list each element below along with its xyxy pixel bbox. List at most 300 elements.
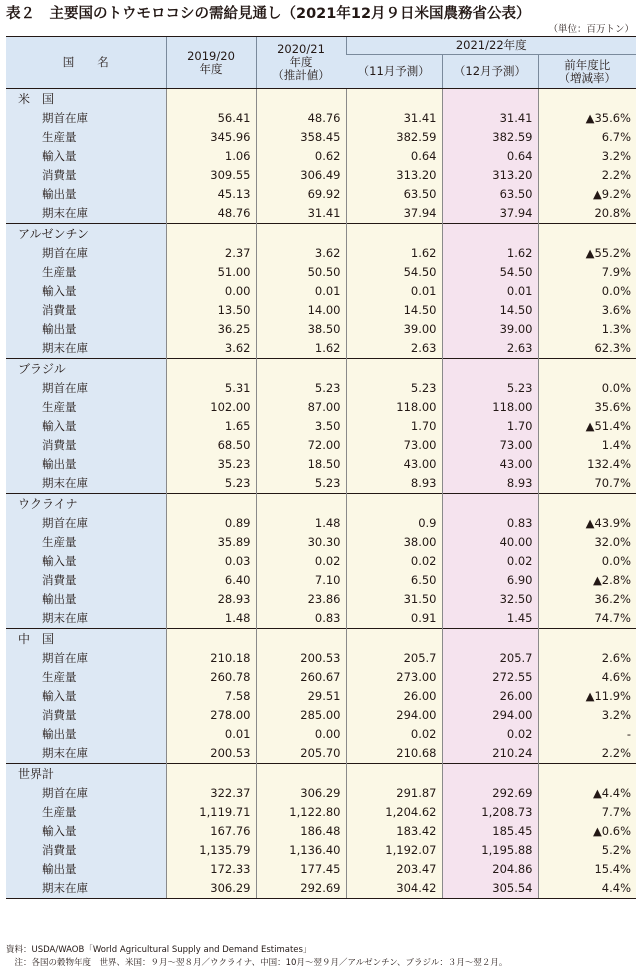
item-label: 期末在庫 bbox=[6, 879, 166, 899]
value-cell: 38.00 bbox=[346, 533, 442, 552]
value-cell: 6.50 bbox=[346, 571, 442, 590]
table-row bbox=[6, 455, 636, 474]
value-cell: 37.94 bbox=[346, 204, 442, 224]
value-cell: 200.53 bbox=[166, 744, 256, 764]
empty-cell bbox=[538, 359, 636, 380]
value-cell: 210.68 bbox=[346, 744, 442, 764]
value-cell: 0.01 bbox=[442, 282, 538, 301]
value-cell: 7.9% bbox=[538, 263, 636, 282]
notes bbox=[6, 944, 636, 969]
value-cell: 0.02 bbox=[442, 552, 538, 571]
empty-cell bbox=[538, 494, 636, 515]
value-cell: 35.89 bbox=[166, 533, 256, 552]
empty-cell bbox=[442, 494, 538, 515]
value-cell: 43.00 bbox=[346, 455, 442, 474]
empty-cell bbox=[442, 89, 538, 110]
value-cell: 294.00 bbox=[442, 706, 538, 725]
value-cell: 210.18 bbox=[166, 649, 256, 668]
empty-cell bbox=[346, 359, 442, 380]
table-row bbox=[6, 841, 636, 860]
value-cell: 118.00 bbox=[442, 398, 538, 417]
value-cell: 45.13 bbox=[166, 185, 256, 204]
value-cell: 1.62 bbox=[442, 244, 538, 263]
item-label: 生産量 bbox=[6, 398, 166, 417]
value-cell: 5.23 bbox=[256, 474, 346, 494]
value-cell: 6.90 bbox=[442, 571, 538, 590]
value-cell: 203.47 bbox=[346, 860, 442, 879]
header-2020-21 bbox=[256, 37, 346, 89]
value-cell: 313.20 bbox=[442, 166, 538, 185]
value-cell: 1,136.40 bbox=[256, 841, 346, 860]
value-cell: 87.00 bbox=[256, 398, 346, 417]
table-row bbox=[6, 590, 636, 609]
value-cell: 31.50 bbox=[346, 590, 442, 609]
value-cell: 30.30 bbox=[256, 533, 346, 552]
value-cell: 69.92 bbox=[256, 185, 346, 204]
table-row bbox=[6, 263, 636, 282]
value-cell: ▲43.9% bbox=[538, 514, 636, 533]
value-cell: 36.25 bbox=[166, 320, 256, 339]
value-cell: 1.70 bbox=[442, 417, 538, 436]
empty-cell bbox=[256, 224, 346, 245]
empty-cell bbox=[166, 629, 256, 650]
value-cell: 177.45 bbox=[256, 860, 346, 879]
item-label: 期末在庫 bbox=[6, 609, 166, 629]
value-cell: 2.2% bbox=[538, 744, 636, 764]
value-cell: 8.93 bbox=[442, 474, 538, 494]
table-row bbox=[6, 668, 636, 687]
value-cell: 304.42 bbox=[346, 879, 442, 899]
value-cell: 185.45 bbox=[442, 822, 538, 841]
value-cell: 73.00 bbox=[442, 436, 538, 455]
table-row bbox=[6, 803, 636, 822]
empty-cell bbox=[256, 89, 346, 110]
item-label: 期末在庫 bbox=[6, 744, 166, 764]
empty-cell bbox=[346, 494, 442, 515]
value-cell: 6.7% bbox=[538, 128, 636, 147]
value-cell: 1.06 bbox=[166, 147, 256, 166]
value-cell: 273.00 bbox=[346, 668, 442, 687]
value-cell: 0.01 bbox=[256, 282, 346, 301]
header-yoy-change-label: 前年度比 （増減率） bbox=[558, 57, 616, 85]
value-cell: 2.63 bbox=[346, 339, 442, 359]
country-name: 世界計 bbox=[6, 764, 166, 785]
table-row bbox=[6, 860, 636, 879]
table-row bbox=[6, 533, 636, 552]
value-cell: 0.64 bbox=[442, 147, 538, 166]
value-cell: 2.37 bbox=[166, 244, 256, 263]
value-cell: 4.4% bbox=[538, 879, 636, 899]
value-cell: 309.55 bbox=[166, 166, 256, 185]
value-cell: 0.9 bbox=[346, 514, 442, 533]
value-cell: 306.49 bbox=[256, 166, 346, 185]
value-cell: 14.50 bbox=[442, 301, 538, 320]
value-cell: 14.50 bbox=[346, 301, 442, 320]
item-label: 輸出量 bbox=[6, 590, 166, 609]
group-row bbox=[6, 359, 636, 380]
value-cell: 205.7 bbox=[442, 649, 538, 668]
item-label: 輸出量 bbox=[6, 185, 166, 204]
header-2021-22-group: 2021/22年度 bbox=[346, 37, 636, 55]
value-cell: 205.70 bbox=[256, 744, 346, 764]
value-cell: 26.00 bbox=[442, 687, 538, 706]
country-name: 中 国 bbox=[6, 629, 166, 650]
value-cell: - bbox=[538, 725, 636, 744]
value-cell: 1,135.79 bbox=[166, 841, 256, 860]
table-row bbox=[6, 822, 636, 841]
value-cell: 313.20 bbox=[346, 166, 442, 185]
empty-cell bbox=[538, 224, 636, 245]
item-label: 輸入量 bbox=[6, 822, 166, 841]
value-cell: 260.67 bbox=[256, 668, 346, 687]
table-row bbox=[6, 687, 636, 706]
value-cell: 1,192.07 bbox=[346, 841, 442, 860]
empty-cell bbox=[442, 359, 538, 380]
value-cell: 5.31 bbox=[166, 379, 256, 398]
value-cell: 28.93 bbox=[166, 590, 256, 609]
table-title: 表２ 主要国のトウモロコシの需給見通し（2021年12月９日米国農務省公表） bbox=[6, 6, 531, 22]
value-cell: 0.0% bbox=[538, 379, 636, 398]
value-cell: 1,208.73 bbox=[442, 803, 538, 822]
value-cell: 43.00 bbox=[442, 455, 538, 474]
value-cell: 56.41 bbox=[166, 109, 256, 128]
table-row bbox=[6, 128, 636, 147]
empty-cell bbox=[346, 224, 442, 245]
value-cell: 0.03 bbox=[166, 552, 256, 571]
table-row bbox=[6, 379, 636, 398]
item-label: 輸出量 bbox=[6, 455, 166, 474]
value-cell: 5.2% bbox=[538, 841, 636, 860]
item-label: 輸入量 bbox=[6, 552, 166, 571]
value-cell: 305.54 bbox=[442, 879, 538, 899]
value-cell: ▲35.6% bbox=[538, 109, 636, 128]
value-cell: 26.00 bbox=[346, 687, 442, 706]
value-cell: 118.00 bbox=[346, 398, 442, 417]
table-row bbox=[6, 185, 636, 204]
value-cell: ▲2.8% bbox=[538, 571, 636, 590]
value-cell: 272.55 bbox=[442, 668, 538, 687]
table-row bbox=[6, 436, 636, 455]
value-cell: 1.62 bbox=[256, 339, 346, 359]
item-label: 期末在庫 bbox=[6, 474, 166, 494]
supply-demand-table bbox=[6, 36, 636, 899]
empty-cell bbox=[442, 764, 538, 785]
item-label: 輸出量 bbox=[6, 860, 166, 879]
header-2019-20-label: 2019/20 年度 bbox=[187, 48, 235, 76]
value-cell: 35.23 bbox=[166, 455, 256, 474]
table-row bbox=[6, 879, 636, 899]
item-label: 期首在庫 bbox=[6, 649, 166, 668]
empty-cell bbox=[256, 494, 346, 515]
value-cell: 2.63 bbox=[442, 339, 538, 359]
item-label: 消費量 bbox=[6, 841, 166, 860]
table-row bbox=[6, 744, 636, 764]
value-cell: 72.00 bbox=[256, 436, 346, 455]
country-name: ウクライナ bbox=[6, 494, 166, 515]
value-cell: ▲55.2% bbox=[538, 244, 636, 263]
value-cell: 63.50 bbox=[442, 185, 538, 204]
value-cell: 7.10 bbox=[256, 571, 346, 590]
value-cell: 306.29 bbox=[256, 784, 346, 803]
table-row bbox=[6, 339, 636, 359]
value-cell: 4.6% bbox=[538, 668, 636, 687]
value-cell: 29.51 bbox=[256, 687, 346, 706]
value-cell: 31.41 bbox=[442, 109, 538, 128]
value-cell: ▲9.2% bbox=[538, 185, 636, 204]
value-cell: 322.37 bbox=[166, 784, 256, 803]
value-cell: 39.00 bbox=[346, 320, 442, 339]
table-row bbox=[6, 204, 636, 224]
table-row bbox=[6, 147, 636, 166]
value-cell: 0.91 bbox=[346, 609, 442, 629]
table-row bbox=[6, 571, 636, 590]
value-cell: 291.87 bbox=[346, 784, 442, 803]
value-cell: 210.24 bbox=[442, 744, 538, 764]
value-cell: 1.65 bbox=[166, 417, 256, 436]
value-cell: 294.00 bbox=[346, 706, 442, 725]
value-cell: 20.8% bbox=[538, 204, 636, 224]
footnote: 注：各国の穀物年度 世界、米国：９月～翌８月／ウクライナ、中国：10月～翌９月／アルゼンチン、ブラジル：３月～翌２月。 bbox=[6, 957, 508, 968]
value-cell: 31.41 bbox=[346, 109, 442, 128]
item-label: 期末在庫 bbox=[6, 204, 166, 224]
value-cell: 0.0% bbox=[538, 552, 636, 571]
value-cell: 7.7% bbox=[538, 803, 636, 822]
value-cell: 1.48 bbox=[256, 514, 346, 533]
value-cell: 23.86 bbox=[256, 590, 346, 609]
value-cell: 205.7 bbox=[346, 649, 442, 668]
country-name: ブラジル bbox=[6, 359, 166, 380]
value-cell: 1.45 bbox=[442, 609, 538, 629]
empty-cell bbox=[538, 89, 636, 110]
group-row bbox=[6, 494, 636, 515]
value-cell: 200.53 bbox=[256, 649, 346, 668]
value-cell: 204.86 bbox=[442, 860, 538, 879]
empty-cell bbox=[166, 359, 256, 380]
table-row bbox=[6, 474, 636, 494]
value-cell: 5.23 bbox=[166, 474, 256, 494]
value-cell: 18.50 bbox=[256, 455, 346, 474]
value-cell: 3.6% bbox=[538, 301, 636, 320]
value-cell: 13.50 bbox=[166, 301, 256, 320]
value-cell: 358.45 bbox=[256, 128, 346, 147]
table-row bbox=[6, 166, 636, 185]
value-cell: 48.76 bbox=[256, 109, 346, 128]
country-name: アルゼンチン bbox=[6, 224, 166, 245]
value-cell: 285.00 bbox=[256, 706, 346, 725]
table-row bbox=[6, 784, 636, 803]
value-cell: 0.64 bbox=[346, 147, 442, 166]
empty-cell bbox=[166, 764, 256, 785]
value-cell: 40.00 bbox=[442, 533, 538, 552]
header-2020-21-label: 2020/21 年度 （推計値） bbox=[272, 42, 330, 82]
empty-cell bbox=[346, 89, 442, 110]
item-label: 消費量 bbox=[6, 436, 166, 455]
value-cell: 0.01 bbox=[346, 282, 442, 301]
empty-cell bbox=[346, 764, 442, 785]
header-dec-forecast: （12月予測） bbox=[442, 55, 538, 89]
item-label: 輸入量 bbox=[6, 687, 166, 706]
value-cell: 1.4% bbox=[538, 436, 636, 455]
value-cell: 0.00 bbox=[256, 725, 346, 744]
value-cell: 74.7% bbox=[538, 609, 636, 629]
item-label: 消費量 bbox=[6, 571, 166, 590]
value-cell: 132.4% bbox=[538, 455, 636, 474]
table-row bbox=[6, 244, 636, 263]
table-row bbox=[6, 725, 636, 744]
item-label: 期末在庫 bbox=[6, 339, 166, 359]
value-cell: 102.00 bbox=[166, 398, 256, 417]
item-label: 期首在庫 bbox=[6, 109, 166, 128]
value-cell: 0.0% bbox=[538, 282, 636, 301]
table-body bbox=[6, 89, 636, 899]
value-cell: 0.02 bbox=[442, 725, 538, 744]
item-label: 生産量 bbox=[6, 263, 166, 282]
item-label: 期首在庫 bbox=[6, 784, 166, 803]
value-cell: 186.48 bbox=[256, 822, 346, 841]
group-row bbox=[6, 629, 636, 650]
empty-cell bbox=[442, 629, 538, 650]
value-cell: 70.7% bbox=[538, 474, 636, 494]
value-cell: 3.2% bbox=[538, 706, 636, 725]
value-cell: 1,119.71 bbox=[166, 803, 256, 822]
value-cell: 0.83 bbox=[442, 514, 538, 533]
value-cell: 382.59 bbox=[442, 128, 538, 147]
source-note: 資料：USDA/WAOB「World Agricultural Supply and Demand Estimates」 bbox=[6, 945, 312, 955]
value-cell: 62.3% bbox=[538, 339, 636, 359]
empty-cell bbox=[166, 494, 256, 515]
value-cell: 14.00 bbox=[256, 301, 346, 320]
value-cell: 1,122.80 bbox=[256, 803, 346, 822]
item-label: 期首在庫 bbox=[6, 244, 166, 263]
header-country: 国 名 bbox=[6, 37, 166, 89]
value-cell: 0.02 bbox=[346, 725, 442, 744]
value-cell: 35.6% bbox=[538, 398, 636, 417]
value-cell: 1.62 bbox=[346, 244, 442, 263]
value-cell: 1.48 bbox=[166, 609, 256, 629]
value-cell: 0.01 bbox=[166, 725, 256, 744]
value-cell: 167.76 bbox=[166, 822, 256, 841]
value-cell: 1.70 bbox=[346, 417, 442, 436]
item-label: 生産量 bbox=[6, 533, 166, 552]
value-cell: ▲4.4% bbox=[538, 784, 636, 803]
table-row bbox=[6, 417, 636, 436]
empty-cell bbox=[166, 224, 256, 245]
value-cell: 2.6% bbox=[538, 649, 636, 668]
unit-label: （単位：百万トン） bbox=[548, 24, 634, 35]
value-cell: 1.3% bbox=[538, 320, 636, 339]
empty-cell bbox=[256, 629, 346, 650]
value-cell: 68.50 bbox=[166, 436, 256, 455]
item-label: 生産量 bbox=[6, 668, 166, 687]
value-cell: 54.50 bbox=[442, 263, 538, 282]
table-row bbox=[6, 649, 636, 668]
item-label: 期首在庫 bbox=[6, 379, 166, 398]
empty-cell bbox=[538, 764, 636, 785]
item-label: 輸入量 bbox=[6, 417, 166, 436]
value-cell: 3.2% bbox=[538, 147, 636, 166]
table-row bbox=[6, 109, 636, 128]
empty-cell bbox=[346, 629, 442, 650]
item-label: 消費量 bbox=[6, 706, 166, 725]
value-cell: 54.50 bbox=[346, 263, 442, 282]
table-row bbox=[6, 609, 636, 629]
value-cell: 2.2% bbox=[538, 166, 636, 185]
value-cell: ▲0.6% bbox=[538, 822, 636, 841]
value-cell: 292.69 bbox=[256, 879, 346, 899]
value-cell: 37.94 bbox=[442, 204, 538, 224]
value-cell: 183.42 bbox=[346, 822, 442, 841]
item-label: 消費量 bbox=[6, 166, 166, 185]
value-cell: 38.50 bbox=[256, 320, 346, 339]
item-label: 輸出量 bbox=[6, 320, 166, 339]
value-cell: 0.83 bbox=[256, 609, 346, 629]
value-cell: 3.62 bbox=[166, 339, 256, 359]
value-cell: 63.50 bbox=[346, 185, 442, 204]
item-label: 輸入量 bbox=[6, 147, 166, 166]
table-row bbox=[6, 514, 636, 533]
country-name: 米 国 bbox=[6, 89, 166, 110]
value-cell: 278.00 bbox=[166, 706, 256, 725]
group-row bbox=[6, 764, 636, 785]
value-cell: ▲11.9% bbox=[538, 687, 636, 706]
value-cell: 292.69 bbox=[442, 784, 538, 803]
value-cell: 0.89 bbox=[166, 514, 256, 533]
value-cell: 5.23 bbox=[442, 379, 538, 398]
empty-cell bbox=[442, 224, 538, 245]
item-label: 輸出量 bbox=[6, 725, 166, 744]
item-label: 生産量 bbox=[6, 803, 166, 822]
value-cell: 3.62 bbox=[256, 244, 346, 263]
item-label: 期首在庫 bbox=[6, 514, 166, 533]
value-cell: 1,195.88 bbox=[442, 841, 538, 860]
value-cell: 7.58 bbox=[166, 687, 256, 706]
group-row bbox=[6, 224, 636, 245]
empty-cell bbox=[256, 359, 346, 380]
header-2019-20 bbox=[166, 37, 256, 89]
value-cell: 73.00 bbox=[346, 436, 442, 455]
value-cell: 15.4% bbox=[538, 860, 636, 879]
value-cell: 39.00 bbox=[442, 320, 538, 339]
value-cell: 6.40 bbox=[166, 571, 256, 590]
value-cell: 345.96 bbox=[166, 128, 256, 147]
value-cell: 0.00 bbox=[166, 282, 256, 301]
value-cell: 172.33 bbox=[166, 860, 256, 879]
value-cell: 5.23 bbox=[346, 379, 442, 398]
value-cell: 36.2% bbox=[538, 590, 636, 609]
item-label: 消費量 bbox=[6, 301, 166, 320]
value-cell: 50.50 bbox=[256, 263, 346, 282]
value-cell: 260.78 bbox=[166, 668, 256, 687]
value-cell: 5.23 bbox=[256, 379, 346, 398]
group-row bbox=[6, 89, 636, 110]
value-cell: 8.93 bbox=[346, 474, 442, 494]
value-cell: 48.76 bbox=[166, 204, 256, 224]
header-nov-forecast: （11月予測） bbox=[346, 55, 442, 89]
empty-cell bbox=[166, 89, 256, 110]
empty-cell bbox=[538, 629, 636, 650]
value-cell: 306.29 bbox=[166, 879, 256, 899]
value-cell: 1,204.62 bbox=[346, 803, 442, 822]
value-cell: 382.59 bbox=[346, 128, 442, 147]
item-label: 輸入量 bbox=[6, 282, 166, 301]
table-row bbox=[6, 282, 636, 301]
value-cell: 51.00 bbox=[166, 263, 256, 282]
value-cell: 32.0% bbox=[538, 533, 636, 552]
value-cell: ▲51.4% bbox=[538, 417, 636, 436]
value-cell: 32.50 bbox=[442, 590, 538, 609]
empty-cell bbox=[256, 764, 346, 785]
table-row bbox=[6, 398, 636, 417]
